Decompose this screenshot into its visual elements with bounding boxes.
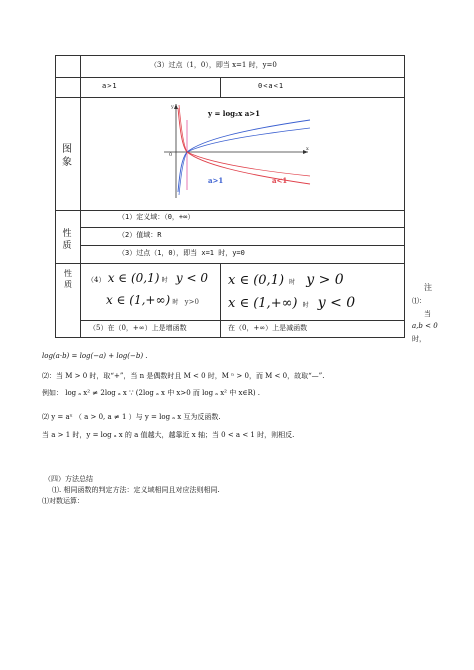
method-summary-item: ⑴. 相同函数的判定方法：定义域相同且对应法则相同. xyxy=(52,486,220,494)
property-domain: （1）定义域：（0，+∞） xyxy=(118,213,195,221)
table-rule xyxy=(220,77,221,97)
sign-result: y>0 xyxy=(184,298,199,306)
sign-result: y < 0 xyxy=(175,271,209,285)
side-note-text: 时， xyxy=(412,335,426,343)
sign-rule-left-b xyxy=(106,293,199,307)
table-rule xyxy=(55,210,405,211)
y-axis-arrow xyxy=(174,104,178,109)
when-label: 时 xyxy=(289,279,296,286)
graph-annotation-mid: a>1 xyxy=(208,176,224,185)
monotonic-decreasing: 在（0，+∞）上是减函数 xyxy=(228,324,308,332)
inverse-function-paragraph: ⑵ y = aˣ （ a > 0, a ≠ 1 ）与 y = log ₐ x 互为反函数. xyxy=(42,413,221,421)
sign-rule-right-b xyxy=(228,292,355,311)
log-product-identity: log(a·b) = log(−a) + log(−b) . xyxy=(42,352,148,360)
sign-result: y > 0 xyxy=(306,272,344,288)
table-rule xyxy=(55,97,405,98)
graph-annotation-bot: a<1 xyxy=(272,176,288,185)
graph-annotation-top: y = log₂x a>1 xyxy=(208,109,260,118)
table-border-top xyxy=(55,55,405,56)
table-rule xyxy=(80,55,81,338)
interval-expression: x ∈ (1,+∞) xyxy=(106,293,171,307)
property-range: （2）值域：R xyxy=(118,231,162,239)
x-axis-tick-label: x xyxy=(306,146,309,152)
table-row-intercept: （3）过点（1，0），即当 x=1 时，y=0 xyxy=(150,61,277,69)
example-paragraph: 例如： log ₐ x² ≠ 2log ₐ x ∵ (2log ₐ x 中 x>0 而 log ₐ x² 中 x∈R) . xyxy=(42,389,261,397)
side-note-label: 注 xyxy=(424,283,432,292)
table-border-left xyxy=(55,55,56,338)
table-border-bottom xyxy=(55,337,405,338)
sign-rule-right-a xyxy=(228,269,344,288)
side-note-condition: a,b < 0 xyxy=(412,322,438,330)
when-label: 时 xyxy=(302,302,309,309)
property-intercept: （3）过点（1，0），即当 x=1 时，y=0 xyxy=(118,249,245,257)
table-rule xyxy=(55,77,405,78)
side-note-text: 当 xyxy=(424,310,431,318)
section-heading: （四）方法总结 xyxy=(44,475,93,483)
side-note-number: ⑴： xyxy=(412,297,426,305)
header-a-between-0-1: 0<a<1 xyxy=(258,82,285,90)
sign-rule-paragraph: ⑵：当 M > 0 时，取“+”，当 n 是偶数时且 M < 0 时，M ⁿ > 0，而 M < 0，故取“—”. xyxy=(42,372,325,380)
log-curve-base-b xyxy=(179,128,310,195)
when-label: 时 xyxy=(172,299,179,306)
table-rule xyxy=(220,263,221,338)
y-axis-tick-label: y xyxy=(171,104,174,110)
table-rule xyxy=(80,227,405,228)
table-rule xyxy=(80,320,405,321)
table-rule xyxy=(55,263,405,264)
table-rule xyxy=(80,245,405,246)
monotonic-increasing: （5）在（0，+∞）上是增函数 xyxy=(89,324,187,332)
table-border-right xyxy=(404,55,405,338)
interval-expression: x ∈ (0,1) xyxy=(107,271,160,285)
method-summary-item: ⑴对数运算： xyxy=(42,497,84,505)
property-row-label: 性 质 xyxy=(64,269,72,289)
log-function-graph xyxy=(162,100,312,200)
base-comparison-paragraph: 当 a > 1 时，y = log ₐ x 的 a 值越大，越靠近 x 轴；当 0 < a < 1 时，则相反. xyxy=(42,431,295,439)
origin-label: 0 xyxy=(169,152,173,158)
when-label: 时 xyxy=(161,277,168,284)
item-number: （4） xyxy=(87,276,106,284)
interval-expression: x ∈ (0,1) xyxy=(228,273,285,288)
property-row-label: 性 质 xyxy=(62,229,72,251)
sign-result: y < 0 xyxy=(317,295,356,311)
graph-row-label: 图 象 xyxy=(62,144,72,168)
interval-expression: x ∈ (1,+∞) xyxy=(228,296,298,311)
header-a-greater-1: a>1 xyxy=(102,82,118,90)
sign-rule-left-a xyxy=(87,271,208,285)
